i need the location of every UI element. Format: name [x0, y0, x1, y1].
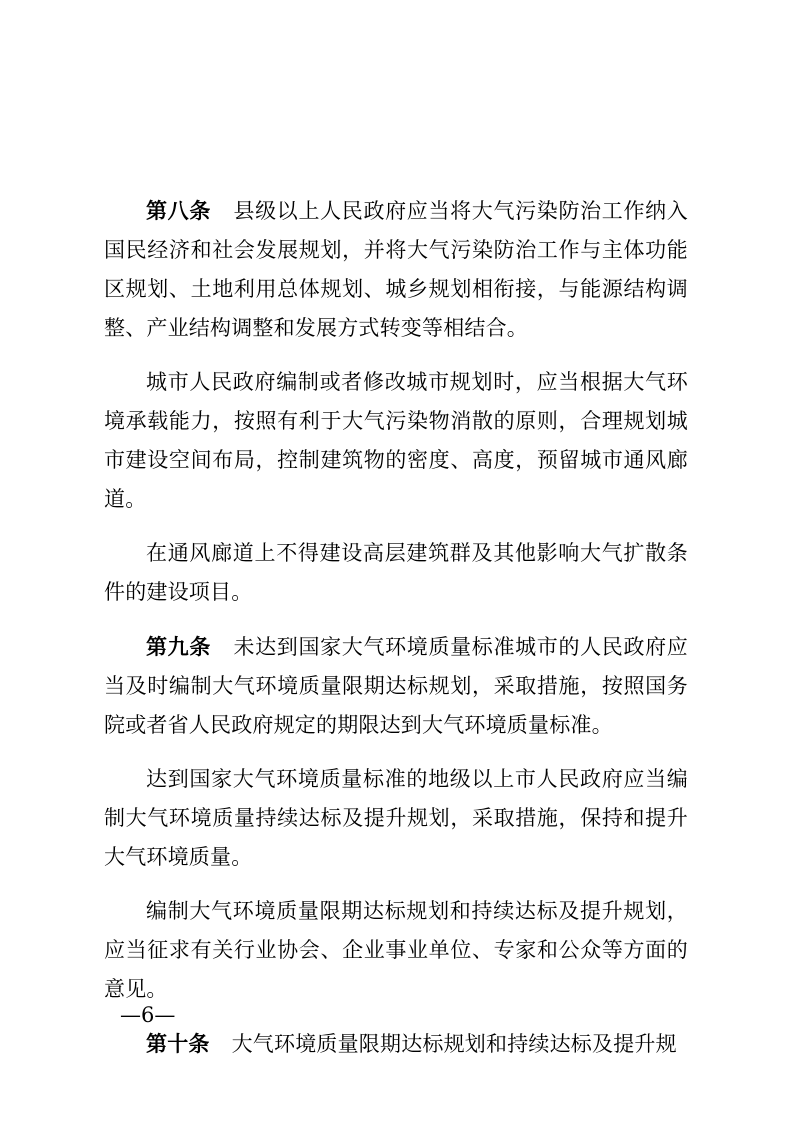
article-8-paragraph-3 [104, 534, 688, 612]
article-10-paragraph [104, 1024, 688, 1064]
paragraph-text: 县级以上人民政府应当将大气污染防治工作纳入国民经济和社会发展规划，并将大气污染防治工作与主体功能区规划、土地利用总体规划、城乡规划相衔接，与能源结构调整、产业结构调整和发展方式转变等相结合。 [104, 199, 688, 340]
paragraph-text: 在通风廊道上不得建设高层建筑群及其他影响大气扩散条件的建设项目。 [104, 541, 688, 604]
paragraph-text: 大气环境质量限期达标规划和持续达标及提升规 [231, 1032, 677, 1056]
page-number: —6— [120, 1003, 176, 1027]
article-8-paragraph [104, 191, 688, 348]
article-heading: 第八条 [146, 198, 211, 223]
article-8-paragraph-2 [104, 363, 688, 519]
article-9-paragraph [104, 627, 688, 745]
article-9-paragraph-3 [104, 892, 688, 1009]
article-heading: 第十条 [146, 1031, 210, 1056]
body-text [104, 191, 688, 1079]
paragraph-text: 未达到国家大气环境质量标准城市的人民政府应当及时编制大气环境质量限期达标规划，采取措施，按照国务院或者省人民政府规定的期限达到大气环境质量标准。 [104, 635, 688, 737]
paragraph-text: 编制大气环境质量限期达标规划和持续达标及提升规划，应当征求有关行业协会、企业事业单位、专家和公众等方面的意见。 [104, 899, 688, 1001]
article-heading: 第九条 [146, 634, 211, 659]
paragraph-text: 达到国家大气环境质量标准的地级以上市人民政府应当编制大气环境质量持续达标及提升规划，采取措施，保持和提升大气环境质量。 [104, 767, 688, 869]
paragraph-text: 城市人民政府编制或者修改城市规划时，应当根据大气环境承载能力，按照有利于大气污染物消散的原则，合理规划城市建设空间布局，控制建筑物的密度、高度，预留城市通风廊道。 [104, 370, 688, 511]
article-9-paragraph-2 [104, 760, 688, 877]
